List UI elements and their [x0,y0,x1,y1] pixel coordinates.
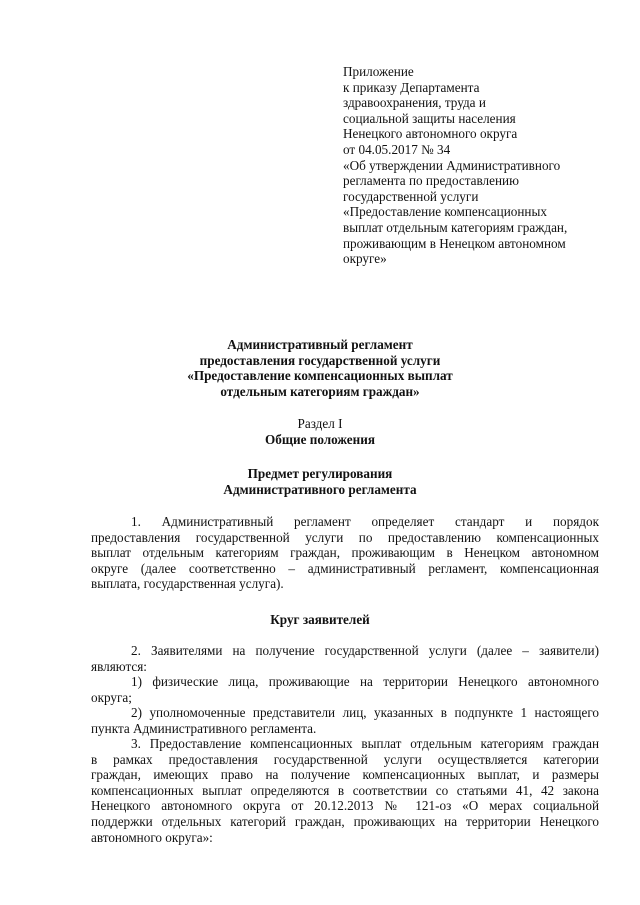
title-line: Административный регламент [227,337,413,352]
subject-heading [0,466,640,497]
list-item-1 [91,674,599,705]
paragraph-3 [91,736,599,845]
document-title [0,337,640,399]
applicants-heading: Круг заявителей [270,612,370,627]
appendix-block [343,64,613,267]
title-line: предоставления государственной услуги [199,352,441,368]
appendix-line: Ненецкого автономного округа [343,126,518,142]
paragraph-line: предоставления государственной услуги по предоставлению компенсационных [91,529,599,545]
paragraph-line: выплат отдельным категориям граждан, проживающим в Ненецком автономном [91,545,599,561]
appendix-line: «Предоставление компенсационных [343,204,547,220]
paragraph-line: округе (далее соответственно – административный регламент, компенсационная [91,560,599,576]
appendix-line: округе» [343,251,387,267]
subject-line: Административного регламента [223,481,417,497]
appendix-line: социальной защиты населения [343,110,516,126]
paragraph-line: являются: [91,658,147,674]
appendix-line: «Об утверждении Административного [343,157,561,173]
paragraph-line: пункта Административного регламента. [91,720,317,736]
appendix-line: выплат отдельным категориям граждан, [343,219,568,235]
appendix-line: регламента по предоставлению [343,173,519,189]
section-header [0,416,640,447]
paragraph-line: 2) уполномоченные представители лиц, указанных в подпункте 1 настоящего [131,705,599,720]
paragraph-line: в рамках предоставления государственной услуги осуществляется категории [91,751,599,767]
paragraph-line: компенсационных выплат определяются в соответствии со статьями 41, 42 закона [91,782,599,798]
paragraph-2 [91,643,599,674]
paragraph-line: 1. Административный регламент определяет стандарт и порядок [131,514,599,529]
section-heading: Общие положения [265,431,375,447]
paragraph-line: округа; [91,689,132,705]
title-line: отдельным категориям граждан» [220,383,420,399]
paragraph-line: 1) физические лица, проживающие на территории Ненецкого автономного [131,674,599,689]
appendix-line: от 04.05.2017 № 34 [343,141,451,157]
appendix-line: здравоохранения, труда и [343,95,486,111]
paragraph-line: поддержки отдельных категорий граждан, проживающих на территории Ненецкого [91,813,599,829]
paragraph-line: 3. Предоставление компенсационных выплат отдельным категориям граждан [131,736,599,751]
section-label: Раздел I [297,416,343,431]
paragraph-line: граждан, имеющих право на получение компенсационных выплат, и размеры [91,767,599,783]
appendix-line: к приказу Департамента [343,79,480,95]
appendix-line: государственной услуги [343,188,479,204]
paragraph-line: выплата, государственная услуга). [91,576,284,592]
appendix-line: проживающим в Ненецком автономном [343,235,566,251]
appendix-line: Приложение [343,64,414,79]
paragraph-line: Ненецкого автономного округа от 20.12.2013 № 121-оз «О мерах социальной [91,798,599,814]
paragraph-line: 2. Заявителями на получение государственной услуги (далее – заявители) [131,643,599,658]
paragraph-1 [91,514,599,592]
list-item-2 [91,705,599,736]
paragraph-line: автономного округа»: [91,829,213,845]
title-line: «Предоставление компенсационных выплат [187,368,453,384]
subject-line: Предмет регулирования [247,466,393,481]
